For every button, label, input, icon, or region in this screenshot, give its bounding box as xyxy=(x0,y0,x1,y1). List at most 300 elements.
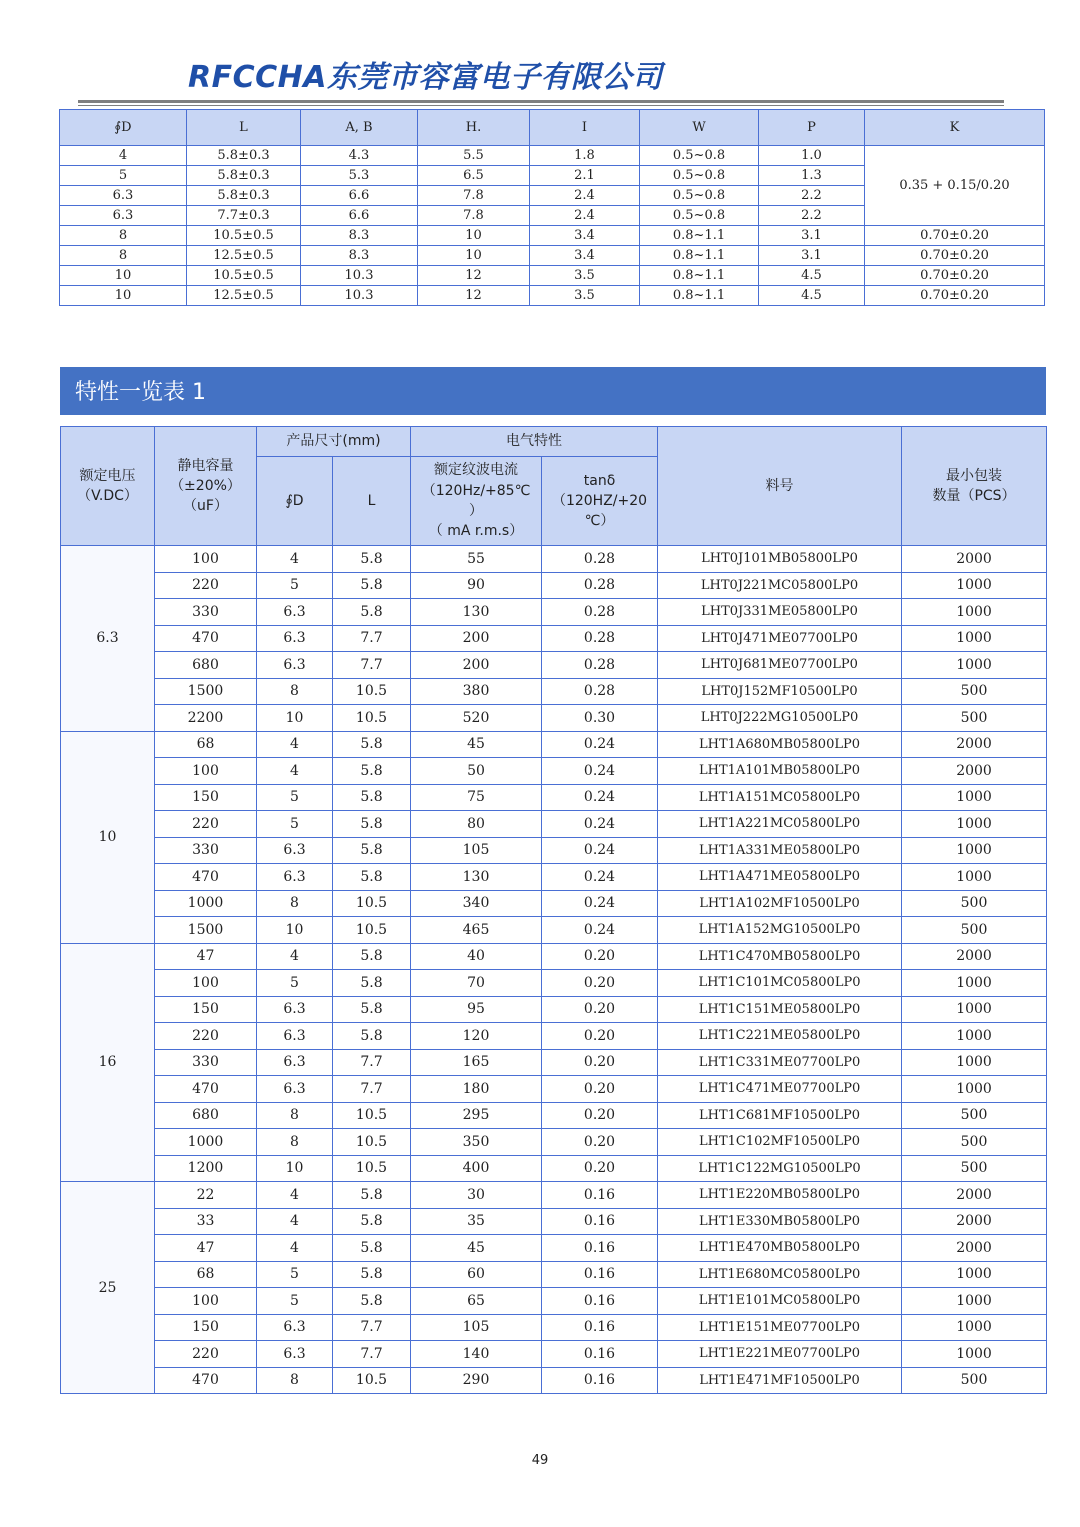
table-cell: 5.8 xyxy=(333,864,411,891)
table-cell: 0.20 xyxy=(542,970,658,997)
rated-voltage-cell: 10 xyxy=(61,731,155,943)
table-cell: 100 xyxy=(155,1288,257,1315)
table-cell: 0.28 xyxy=(542,546,658,573)
part-number-cell: LHT1E101MC05800LP0 xyxy=(658,1288,902,1315)
table-row xyxy=(61,890,1047,917)
table-cell: 30 xyxy=(411,1182,542,1209)
table-cell: 10 xyxy=(418,246,530,266)
table-cell: 0.20 xyxy=(542,1155,658,1182)
table-cell: 500 xyxy=(902,705,1047,732)
page-number: 49 xyxy=(531,1453,549,1468)
table-cell: 8 xyxy=(60,246,187,266)
table-cell: 7.8 xyxy=(418,186,530,206)
table-cell: 0.16 xyxy=(542,1367,658,1394)
table-cell: 10.3 xyxy=(301,266,418,286)
table-row xyxy=(61,864,1047,891)
part-number-cell: LHT0J222MG10500LP0 xyxy=(658,705,902,732)
min-package-header xyxy=(902,427,1047,546)
table-cell: 1000 xyxy=(902,811,1047,838)
capacitance-header xyxy=(155,427,257,546)
table-cell: 95 xyxy=(411,996,542,1023)
table-cell: 5.8 xyxy=(333,1288,411,1315)
table-cell: 8.3 xyxy=(301,226,418,246)
table-cell: 330 xyxy=(155,599,257,626)
table-cell: 500 xyxy=(902,917,1047,944)
table-cell: 33 xyxy=(155,1208,257,1235)
table-cell: 1000 xyxy=(902,1076,1047,1103)
table-cell: 5.8 xyxy=(333,943,411,970)
table-cell: 2000 xyxy=(902,1182,1047,1209)
table-cell: 0.5~0.8 xyxy=(640,166,759,186)
table-row xyxy=(61,1288,1047,1315)
table-cell: 1000 xyxy=(902,864,1047,891)
table-row xyxy=(61,1076,1047,1103)
column-header: P xyxy=(759,110,865,146)
table-cell: 350 xyxy=(411,1129,542,1156)
table-cell: 0.70±0.20 xyxy=(865,286,1045,306)
table-cell: 5.8 xyxy=(333,1261,411,1288)
table-row xyxy=(61,1129,1047,1156)
table-cell: 1000 xyxy=(902,572,1047,599)
table-cell: 70 xyxy=(411,970,542,997)
table-cell: 220 xyxy=(155,572,257,599)
table-row xyxy=(61,996,1047,1023)
table-cell: 200 xyxy=(411,625,542,652)
table-cell: 470 xyxy=(155,864,257,891)
table-cell: 5.8 xyxy=(333,996,411,1023)
part-number-cell: LHT1A221MC05800LP0 xyxy=(658,811,902,838)
table-cell: 0.24 xyxy=(542,864,658,891)
table-cell: 5.8 xyxy=(333,731,411,758)
table-cell: 10.5 xyxy=(333,1155,411,1182)
table-cell: 150 xyxy=(155,784,257,811)
header-line: （120Hz/+85℃ xyxy=(421,482,531,499)
table-cell: 165 xyxy=(411,1049,542,1076)
table-cell: 130 xyxy=(411,864,542,891)
table-cell: 5.5 xyxy=(418,146,530,166)
header-line: ℃） xyxy=(584,513,615,530)
table-row xyxy=(61,599,1047,626)
part-number-cell: LHT0J221MC05800LP0 xyxy=(658,572,902,599)
table-cell: 8 xyxy=(257,678,333,705)
table-cell: 5.8 xyxy=(333,970,411,997)
table-cell: 5.8 xyxy=(333,546,411,573)
table-cell: 6.3 xyxy=(257,599,333,626)
table-cell: 6.3 xyxy=(257,1341,333,1368)
table-cell: 0.5~0.8 xyxy=(640,186,759,206)
table-cell: 1000 xyxy=(902,625,1047,652)
table-cell: 5.3 xyxy=(301,166,418,186)
header-line: ） xyxy=(469,503,484,519)
table-cell: 7.7 xyxy=(333,625,411,652)
table-cell: 7.8 xyxy=(418,206,530,226)
table-row xyxy=(61,731,1047,758)
table-cell: 0.8~1.1 xyxy=(640,246,759,266)
table-cell: 0.16 xyxy=(542,1208,658,1235)
rated-voltage-cell: 6.3 xyxy=(61,546,155,732)
column-header: I xyxy=(530,110,640,146)
table-cell: 2000 xyxy=(902,758,1047,785)
header-line: 数量（PCS） xyxy=(932,488,1016,504)
table-row xyxy=(61,678,1047,705)
part-number-cell: LHT1C470MB05800LP0 xyxy=(658,943,902,970)
header-line: （±20%） xyxy=(170,477,241,494)
table-cell: 1000 xyxy=(902,1288,1047,1315)
product-size-header: 产品尺寸(mm) xyxy=(257,427,411,457)
table-cell: 5 xyxy=(257,970,333,997)
part-number-cell: LHT0J681ME07700LP0 xyxy=(658,652,902,679)
part-number-cell: LHT1C331ME07700LP0 xyxy=(658,1049,902,1076)
column-header: ∮D xyxy=(60,110,187,146)
table-cell: 7.7 xyxy=(333,1049,411,1076)
table-cell: 45 xyxy=(411,731,542,758)
table-cell: 295 xyxy=(411,1102,542,1129)
table-cell: 3.5 xyxy=(530,266,640,286)
characteristics-table-body xyxy=(61,546,1047,1394)
table-cell: 45 xyxy=(411,1235,542,1262)
table-cell: 500 xyxy=(902,1155,1047,1182)
part-number-cell: LHT1C681MF10500LP0 xyxy=(658,1102,902,1129)
table-cell: 4.5 xyxy=(759,286,865,306)
characteristics-table xyxy=(60,426,1047,1394)
table-cell: 10.5 xyxy=(333,1129,411,1156)
table-cell: 0.20 xyxy=(542,1023,658,1050)
table-cell: 1.0 xyxy=(759,146,865,166)
table-cell: 55 xyxy=(411,546,542,573)
table-cell: 10.5 xyxy=(333,678,411,705)
part-number-cell: LHT1E221ME07700LP0 xyxy=(658,1341,902,1368)
diameter-header: ∮D xyxy=(257,457,333,546)
table-cell: 0.28 xyxy=(542,572,658,599)
table-cell: 100 xyxy=(155,758,257,785)
table-cell: 0.16 xyxy=(542,1235,658,1262)
part-number-cell: LHT1A471ME05800LP0 xyxy=(658,864,902,891)
k-merged-cell: 0.35 + 0.15/0.20 xyxy=(865,146,1045,226)
table-cell: 5 xyxy=(257,572,333,599)
table-cell: 220 xyxy=(155,1341,257,1368)
rated-voltage-cell: 25 xyxy=(61,1182,155,1394)
table-cell: 500 xyxy=(902,1102,1047,1129)
table-cell: 0.70±0.20 xyxy=(865,226,1045,246)
table-cell: 5.8 xyxy=(333,758,411,785)
table-cell: 1000 xyxy=(902,1023,1047,1050)
part-number-cell: LHT1C102MF10500LP0 xyxy=(658,1129,902,1156)
dimensions-table xyxy=(59,109,1045,306)
table-row xyxy=(61,1102,1047,1129)
table-cell: 2200 xyxy=(155,705,257,732)
table-cell: 4.3 xyxy=(301,146,418,166)
table-cell: 4 xyxy=(257,546,333,573)
table-cell: 520 xyxy=(411,705,542,732)
table-cell: 6.3 xyxy=(257,837,333,864)
table-cell: 35 xyxy=(411,1208,542,1235)
table-cell: 10.5 xyxy=(333,705,411,732)
table-cell: 3.5 xyxy=(530,286,640,306)
table-cell: 1000 xyxy=(902,837,1047,864)
table-cell: 0.24 xyxy=(542,837,658,864)
table-cell: 2000 xyxy=(902,1235,1047,1262)
table-cell: 2.2 xyxy=(759,186,865,206)
table-row xyxy=(61,1314,1047,1341)
table-cell: 0.8~1.1 xyxy=(640,226,759,246)
dimensions-row xyxy=(60,146,1045,166)
table-cell: 5.8 xyxy=(333,572,411,599)
part-number-cell: LHT1A101MB05800LP0 xyxy=(658,758,902,785)
part-number-cell: LHT1A680MB05800LP0 xyxy=(658,731,902,758)
table-cell: 3.1 xyxy=(759,246,865,266)
table-cell: 5 xyxy=(257,784,333,811)
part-number-cell: LHT1C151ME05800LP0 xyxy=(658,996,902,1023)
table-cell: 2.4 xyxy=(530,206,640,226)
dimensions-row xyxy=(60,266,1045,286)
table-row xyxy=(61,1367,1047,1394)
table-cell: 4 xyxy=(257,1235,333,1262)
table-cell: 1.3 xyxy=(759,166,865,186)
table-cell: 0.28 xyxy=(542,652,658,679)
header-divider-thin xyxy=(78,105,1004,106)
table-cell: 12.5±0.5 xyxy=(187,246,301,266)
table-cell: 2000 xyxy=(902,546,1047,573)
header-line: 额定电压 xyxy=(79,467,136,484)
part-number-cell: LHT1C122MG10500LP0 xyxy=(658,1155,902,1182)
dimensions-row xyxy=(60,246,1045,266)
header-line: 最小包装 xyxy=(946,467,1003,484)
part-number-cell: LHT1A151MC05800LP0 xyxy=(658,784,902,811)
table-cell: 220 xyxy=(155,1023,257,1050)
rated-voltage-header xyxy=(61,427,155,546)
table-cell: 10 xyxy=(60,286,187,306)
length-header: L xyxy=(333,457,411,546)
table-cell: 680 xyxy=(155,652,257,679)
table-cell: 10 xyxy=(257,917,333,944)
table-cell: 470 xyxy=(155,1076,257,1103)
table-cell: 3.4 xyxy=(530,226,640,246)
table-cell: 6.6 xyxy=(301,206,418,226)
table-cell: 340 xyxy=(411,890,542,917)
table-cell: 290 xyxy=(411,1367,542,1394)
dimensions-table-body xyxy=(60,146,1045,306)
table-cell: 100 xyxy=(155,546,257,573)
table-cell: 65 xyxy=(411,1288,542,1315)
table-row xyxy=(61,1235,1047,1262)
table-cell: 2.1 xyxy=(530,166,640,186)
dimensions-header-row xyxy=(60,110,1045,146)
table-cell: 2000 xyxy=(902,943,1047,970)
table-cell: 7.7 xyxy=(333,1076,411,1103)
table-cell: 8 xyxy=(257,890,333,917)
table-cell: 6.3 xyxy=(60,186,187,206)
table-row xyxy=(61,784,1047,811)
table-cell: 4 xyxy=(60,146,187,166)
part-number-cell: LHT1E220MB05800LP0 xyxy=(658,1182,902,1209)
table-row xyxy=(61,1208,1047,1235)
table-cell: 1000 xyxy=(902,784,1047,811)
part-number-cell: LHT0J152MF10500LP0 xyxy=(658,678,902,705)
table-row xyxy=(61,1341,1047,1368)
table-cell: 380 xyxy=(411,678,542,705)
table-cell: 0.28 xyxy=(542,678,658,705)
table-cell: 0.20 xyxy=(542,943,658,970)
table-cell: 330 xyxy=(155,837,257,864)
rated-voltage-cell: 16 xyxy=(61,943,155,1182)
table-cell: 5 xyxy=(257,1288,333,1315)
table-cell: 5.8 xyxy=(333,837,411,864)
table-cell: 3.4 xyxy=(530,246,640,266)
table-cell: 10.5 xyxy=(333,1102,411,1129)
table-cell: 0.20 xyxy=(542,1102,658,1129)
table-cell: 500 xyxy=(902,890,1047,917)
table-row xyxy=(61,758,1047,785)
table-cell: 5 xyxy=(257,1261,333,1288)
table-row xyxy=(61,917,1047,944)
header-line: （ mA r.m.s） xyxy=(428,523,524,540)
table-cell: 500 xyxy=(902,678,1047,705)
table-cell: 1000 xyxy=(902,1049,1047,1076)
part-number-cell: LHT1C101MC05800LP0 xyxy=(658,970,902,997)
table-cell: 47 xyxy=(155,943,257,970)
part-number-cell: LHT1E470MB05800LP0 xyxy=(658,1235,902,1262)
table-cell: 7.7 xyxy=(333,1341,411,1368)
table-cell: 1000 xyxy=(902,652,1047,679)
table-cell: 0.20 xyxy=(542,1049,658,1076)
table-cell: 6.6 xyxy=(301,186,418,206)
company-title: RFCCHA东莞市容富电子有限公司 xyxy=(188,60,663,95)
table-cell: 0.24 xyxy=(542,811,658,838)
table-cell: 8 xyxy=(257,1129,333,1156)
table-cell: 8 xyxy=(257,1102,333,1129)
table-cell: 8 xyxy=(257,1367,333,1394)
column-header: W xyxy=(640,110,759,146)
table-cell: 5 xyxy=(257,811,333,838)
table-cell: 10.5±0.5 xyxy=(187,226,301,246)
table-row xyxy=(61,546,1047,573)
table-row xyxy=(61,1155,1047,1182)
tan-delta-header xyxy=(542,457,658,546)
part-number-cell: LHT0J101MB05800LP0 xyxy=(658,546,902,573)
table-cell: 68 xyxy=(155,731,257,758)
table-cell: 465 xyxy=(411,917,542,944)
table-cell: 6.3 xyxy=(257,1049,333,1076)
table-cell: 10 xyxy=(257,705,333,732)
table-cell: 7.7 xyxy=(333,652,411,679)
table-cell: 680 xyxy=(155,1102,257,1129)
table-cell: 4 xyxy=(257,1182,333,1209)
table-cell: 5.8±0.3 xyxy=(187,146,301,166)
table-cell: 4 xyxy=(257,758,333,785)
part-number-cell: LHT0J471ME07700LP0 xyxy=(658,625,902,652)
table-row xyxy=(61,943,1047,970)
table-cell: 6.3 xyxy=(257,1314,333,1341)
column-header: K xyxy=(865,110,1045,146)
table-cell: 47 xyxy=(155,1235,257,1262)
table-cell: 0.16 xyxy=(542,1314,658,1341)
column-header: A, B xyxy=(301,110,418,146)
part-number-cell: LHT1E680MC05800LP0 xyxy=(658,1261,902,1288)
table-cell: 330 xyxy=(155,1049,257,1076)
table-cell: 0.5~0.8 xyxy=(640,206,759,226)
table-cell: 2000 xyxy=(902,1208,1047,1235)
table-cell: 5.8 xyxy=(333,784,411,811)
table-cell: 0.16 xyxy=(542,1288,658,1315)
part-number-cell: LHT1A102MF10500LP0 xyxy=(658,890,902,917)
table-cell: 12 xyxy=(418,286,530,306)
table-cell: 0.8~1.1 xyxy=(640,266,759,286)
header-line: （120HZ/+20 xyxy=(551,492,648,509)
table-cell: 100 xyxy=(155,970,257,997)
table-cell: 0.5~0.8 xyxy=(640,146,759,166)
column-header: H. xyxy=(418,110,530,146)
table-cell: 0.70±0.20 xyxy=(865,246,1045,266)
table-cell: 6.3 xyxy=(257,864,333,891)
table-cell: 1500 xyxy=(155,917,257,944)
table-cell: 6.3 xyxy=(257,625,333,652)
table-cell: 4.5 xyxy=(759,266,865,286)
table-row xyxy=(61,837,1047,864)
section-title: 特性一览表 1 xyxy=(75,380,206,405)
table-cell: 0.28 xyxy=(542,625,658,652)
table-cell: 0.16 xyxy=(542,1261,658,1288)
table-cell: 2.4 xyxy=(530,186,640,206)
table-cell: 6.5 xyxy=(418,166,530,186)
table-cell: 0.20 xyxy=(542,1076,658,1103)
table-cell: 0.70±0.20 xyxy=(865,266,1045,286)
table-cell: 6.3 xyxy=(257,1076,333,1103)
table-cell: 0.20 xyxy=(542,996,658,1023)
table-cell: 140 xyxy=(411,1341,542,1368)
table-cell: 80 xyxy=(411,811,542,838)
table-cell: 400 xyxy=(411,1155,542,1182)
table-cell: 2.2 xyxy=(759,206,865,226)
table-row xyxy=(61,705,1047,732)
table-cell: 470 xyxy=(155,625,257,652)
part-number-cell: LHT0J331ME05800LP0 xyxy=(658,599,902,626)
part-number-cell: LHT1A331ME05800LP0 xyxy=(658,837,902,864)
table-cell: 470 xyxy=(155,1367,257,1394)
table-cell: 1000 xyxy=(902,1314,1047,1341)
table-cell: 10.3 xyxy=(301,286,418,306)
header-line: 静电容量 xyxy=(177,457,234,474)
dimensions-row xyxy=(60,286,1045,306)
table-cell: 90 xyxy=(411,572,542,599)
table-cell: 0.24 xyxy=(542,917,658,944)
table-row xyxy=(61,1182,1047,1209)
table-cell: 3.1 xyxy=(759,226,865,246)
table-cell: 0.24 xyxy=(542,731,658,758)
part-number-header: 料号 xyxy=(658,427,902,546)
table-cell: 1000 xyxy=(902,1261,1047,1288)
table-cell: 1000 xyxy=(155,1129,257,1156)
table-row xyxy=(61,625,1047,652)
table-cell: 4 xyxy=(257,1208,333,1235)
part-number-cell: LHT1E151ME07700LP0 xyxy=(658,1314,902,1341)
part-number-cell: LHT1E471MF10500LP0 xyxy=(658,1367,902,1394)
table-cell: 5.8 xyxy=(333,1182,411,1209)
table-cell: 6.3 xyxy=(60,206,187,226)
table-cell: 120 xyxy=(411,1023,542,1050)
table-cell: 5.8 xyxy=(333,811,411,838)
table-cell: 180 xyxy=(411,1076,542,1103)
table-row xyxy=(61,652,1047,679)
table-cell: 8.3 xyxy=(301,246,418,266)
table-cell: 105 xyxy=(411,837,542,864)
table-cell: 7.7 xyxy=(333,1314,411,1341)
table-row xyxy=(61,1261,1047,1288)
table-cell: 50 xyxy=(411,758,542,785)
section-banner xyxy=(60,367,1046,415)
table-cell: 0.8~1.1 xyxy=(640,286,759,306)
table-cell: 60 xyxy=(411,1261,542,1288)
table-row xyxy=(61,1049,1047,1076)
